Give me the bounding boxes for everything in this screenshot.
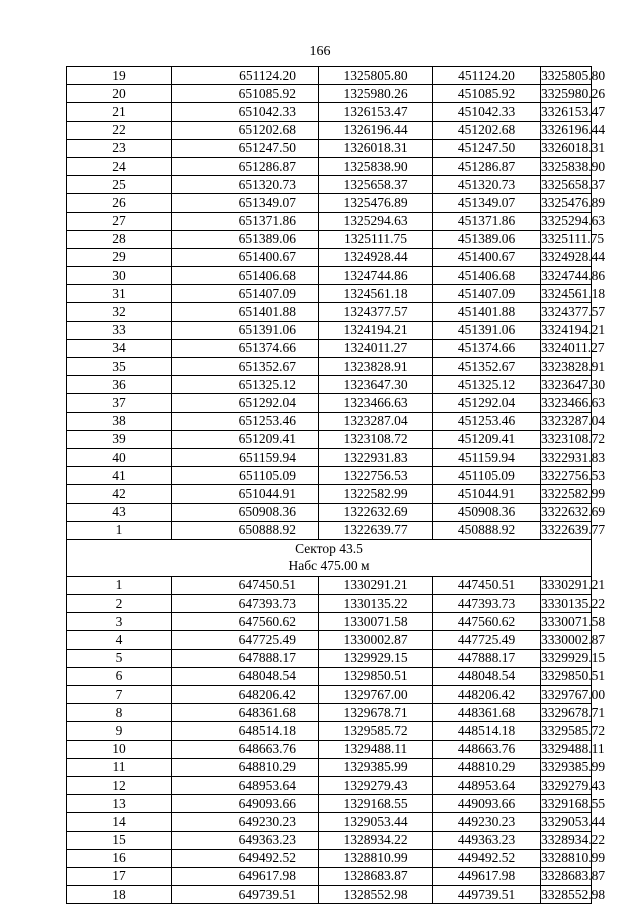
coordinate-cell: 448953.64: [433, 776, 541, 794]
point-number-cell: 31: [67, 285, 172, 303]
coordinate-cell: 3325805.80: [541, 67, 592, 85]
coordinate-cell: 447450.51: [433, 576, 541, 594]
coordinate-cell: 651286.87: [172, 157, 319, 175]
table-row: [67, 613, 592, 631]
coordinate-cell: 1325476.89: [319, 194, 433, 212]
coordinate-cell: 3325476.89: [541, 194, 592, 212]
coordinate-cell: 449739.51: [433, 886, 541, 904]
point-number-cell: 22: [67, 121, 172, 139]
coordinate-cell: 651352.67: [172, 358, 319, 376]
coordinate-cell: 1322931.83: [319, 448, 433, 466]
coordinate-cell: 450888.92: [433, 521, 541, 539]
coordinate-cell: 651371.86: [172, 212, 319, 230]
coordinate-cell: 451374.66: [433, 339, 541, 357]
coordinate-cell: 650888.92: [172, 521, 319, 539]
table-row: [67, 394, 592, 412]
table-row: [67, 358, 592, 376]
table-row: [67, 795, 592, 813]
coordinate-cell: 648810.29: [172, 758, 319, 776]
coordinate-cell: 1324561.18: [319, 285, 433, 303]
coordinate-cell: 651292.04: [172, 394, 319, 412]
coordinate-cell: 449230.23: [433, 813, 541, 831]
coordinate-cell: 3329850.51: [541, 667, 592, 685]
coordinate-cell: 3326153.47: [541, 103, 592, 121]
coordinate-cell: 451320.73: [433, 176, 541, 194]
coordinate-cell: 651202.68: [172, 121, 319, 139]
coordinate-cell: 1329279.43: [319, 776, 433, 794]
sector-title: Сектор 43.5: [295, 541, 363, 557]
coordinate-cell: 448810.29: [433, 758, 541, 776]
table-row: [67, 230, 592, 248]
coordinate-cell: 649617.98: [172, 867, 319, 885]
coordinate-cell: 3328934.22: [541, 831, 592, 849]
coordinate-cell: 3329767.00: [541, 686, 592, 704]
coordinate-cell: 1329678.71: [319, 704, 433, 722]
table-row: [67, 467, 592, 485]
point-number-cell: 4: [67, 631, 172, 649]
table-row: [67, 339, 592, 357]
coordinate-cell: 1323108.72: [319, 430, 433, 448]
table-row: [67, 722, 592, 740]
coordinate-cell: 651349.07: [172, 194, 319, 212]
coordinate-cell: 651325.12: [172, 376, 319, 394]
table-row: [67, 649, 592, 667]
table-row: [67, 886, 592, 904]
coordinate-cell: 1325658.37: [319, 176, 433, 194]
coordinates-table: [66, 66, 606, 904]
point-number-cell: 9: [67, 722, 172, 740]
table-row: [67, 867, 592, 885]
sector-row: [67, 539, 592, 576]
coordinate-cell: 650908.36: [172, 503, 319, 521]
point-number-cell: 30: [67, 267, 172, 285]
point-number-cell: 21: [67, 103, 172, 121]
point-number-cell: 14: [67, 813, 172, 831]
table-row: [67, 430, 592, 448]
coordinate-cell: 451407.09: [433, 285, 541, 303]
table-row: [67, 157, 592, 175]
coordinate-cell: 1324744.86: [319, 267, 433, 285]
coordinate-cell: 451105.09: [433, 467, 541, 485]
coordinate-cell: 3330002.87: [541, 631, 592, 649]
coordinate-cell: 648663.76: [172, 740, 319, 758]
coordinate-cell: 1325838.90: [319, 157, 433, 175]
coordinate-cell: 651247.50: [172, 139, 319, 157]
point-number-cell: 7: [67, 686, 172, 704]
coordinate-cell: 3325111.75: [541, 230, 592, 248]
coordinate-cell: 3328810.99: [541, 849, 592, 867]
point-number-cell: 2: [67, 595, 172, 613]
coordinate-cell: 1328810.99: [319, 849, 433, 867]
point-number-cell: 40: [67, 448, 172, 466]
coordinate-cell: 651044.91: [172, 485, 319, 503]
coordinate-cell: 1324011.27: [319, 339, 433, 357]
coordinate-cell: 3323466.63: [541, 394, 592, 412]
coordinate-cell: 1325805.80: [319, 67, 433, 85]
coordinate-cell: 3330071.58: [541, 613, 592, 631]
point-number-cell: 26: [67, 194, 172, 212]
coordinate-cell: 451124.20: [433, 67, 541, 85]
coordinate-cell: 649230.23: [172, 813, 319, 831]
table-row: [67, 849, 592, 867]
table-row: [67, 813, 592, 831]
coordinate-cell: 647393.73: [172, 595, 319, 613]
coordinate-cell: 451349.07: [433, 194, 541, 212]
sector-header: [67, 539, 592, 576]
coordinate-cell: 451325.12: [433, 376, 541, 394]
coordinate-cell: 3326018.31: [541, 139, 592, 157]
coordinate-cell: 1322639.77: [319, 521, 433, 539]
sector-cell: [67, 539, 592, 576]
coordinate-cell: 1329929.15: [319, 649, 433, 667]
coordinate-cell: 651124.20: [172, 67, 319, 85]
point-number-cell: 34: [67, 339, 172, 357]
coordinate-cell: 451202.68: [433, 121, 541, 139]
coordinate-cell: 3322756.53: [541, 467, 592, 485]
coordinate-cell: 651253.46: [172, 412, 319, 430]
coordinate-cell: 451401.88: [433, 303, 541, 321]
coordinate-cell: 1325980.26: [319, 85, 433, 103]
coordinate-cell: 3325838.90: [541, 157, 592, 175]
point-number-cell: 24: [67, 157, 172, 175]
point-number-cell: 12: [67, 776, 172, 794]
coordinate-cell: 1328683.87: [319, 867, 433, 885]
coordinate-cell: 1328934.22: [319, 831, 433, 849]
coordinate-cell: 3325658.37: [541, 176, 592, 194]
coordinate-cell: 3328552.98: [541, 886, 592, 904]
coordinate-cell: 651400.67: [172, 248, 319, 266]
table-row: [67, 285, 592, 303]
table-row: [67, 704, 592, 722]
coordinate-cell: 447725.49: [433, 631, 541, 649]
coordinate-cell: 451247.50: [433, 139, 541, 157]
coordinate-cell: 3324194.21: [541, 321, 592, 339]
coordinate-cell: 651042.33: [172, 103, 319, 121]
table-row: [67, 376, 592, 394]
coordinate-cell: 451042.33: [433, 103, 541, 121]
coordinate-cell: 648953.64: [172, 776, 319, 794]
coordinate-cell: 451406.68: [433, 267, 541, 285]
coordinate-cell: 449093.66: [433, 795, 541, 813]
coordinate-cell: 3329929.15: [541, 649, 592, 667]
coordinate-cell: 1326153.47: [319, 103, 433, 121]
coordinate-cell: 451371.86: [433, 212, 541, 230]
page-number: 166: [309, 44, 331, 59]
point-number-cell: 17: [67, 867, 172, 885]
coordinate-cell: 448361.68: [433, 704, 541, 722]
coordinate-cell: 1322632.69: [319, 503, 433, 521]
coordinate-cell: 651406.68: [172, 267, 319, 285]
point-number-cell: 41: [67, 467, 172, 485]
table-row: [67, 521, 592, 539]
coordinate-cell: 1330135.22: [319, 595, 433, 613]
coordinate-cell: 648514.18: [172, 722, 319, 740]
table-row: [67, 776, 592, 794]
coordinate-cell: 3329385.99: [541, 758, 592, 776]
coordinate-cell: 647560.62: [172, 613, 319, 631]
coordinate-cell: 648048.54: [172, 667, 319, 685]
point-number-cell: 27: [67, 212, 172, 230]
coordinate-cell: 1323287.04: [319, 412, 433, 430]
coordinate-cell: 447888.17: [433, 649, 541, 667]
coordinate-cell: 1326196.44: [319, 121, 433, 139]
point-number-cell: 6: [67, 667, 172, 685]
coordinate-cell: 651407.09: [172, 285, 319, 303]
table-row: [67, 139, 592, 157]
coordinate-cell: 451159.94: [433, 448, 541, 466]
point-number-cell: 18: [67, 886, 172, 904]
coordinate-cell: 3330135.22: [541, 595, 592, 613]
coordinate-cell: 3324928.44: [541, 248, 592, 266]
coordinate-cell: 1323647.30: [319, 376, 433, 394]
sector-height: Набс 475.00 м: [288, 557, 370, 573]
coordinate-cell: 449492.52: [433, 849, 541, 867]
table-row: [67, 503, 592, 521]
point-number-cell: 43: [67, 503, 172, 521]
coordinate-cell: 1323828.91: [319, 358, 433, 376]
point-number-cell: 16: [67, 849, 172, 867]
coordinate-cell: 651389.06: [172, 230, 319, 248]
coordinate-cell: 451389.06: [433, 230, 541, 248]
coordinate-cell: 647725.49: [172, 631, 319, 649]
coordinate-cell: 1324194.21: [319, 321, 433, 339]
point-number-cell: 42: [67, 485, 172, 503]
coordinate-cell: 451286.87: [433, 157, 541, 175]
coordinate-cell: 651085.92: [172, 85, 319, 103]
point-number-cell: 28: [67, 230, 172, 248]
table-row: [67, 485, 592, 503]
coordinate-cell: 651105.09: [172, 467, 319, 485]
coordinate-cell: 1329053.44: [319, 813, 433, 831]
coordinate-cell: 651391.06: [172, 321, 319, 339]
coordinate-cell: 1328552.98: [319, 886, 433, 904]
coordinate-cell: 448663.76: [433, 740, 541, 758]
point-number-cell: 36: [67, 376, 172, 394]
coordinate-cell: 447393.73: [433, 595, 541, 613]
coordinate-cell: 1330291.21: [319, 576, 433, 594]
coordinate-cell: 451292.04: [433, 394, 541, 412]
coordinate-cell: 1330002.87: [319, 631, 433, 649]
table-row: [67, 831, 592, 849]
coordinate-cell: 3324744.86: [541, 267, 592, 285]
table-row: [67, 667, 592, 685]
point-number-cell: 29: [67, 248, 172, 266]
coordinate-cell: 3324561.18: [541, 285, 592, 303]
coordinate-cell: 647450.51: [172, 576, 319, 594]
coordinate-cell: 451209.41: [433, 430, 541, 448]
point-number-cell: 11: [67, 758, 172, 776]
coordinate-cell: 649739.51: [172, 886, 319, 904]
table-row: [67, 631, 592, 649]
point-number-cell: 37: [67, 394, 172, 412]
coordinate-cell: 1329585.72: [319, 722, 433, 740]
coordinate-cell: 3323647.30: [541, 376, 592, 394]
coordinate-cell: 651374.66: [172, 339, 319, 357]
coordinate-cell: 3323287.04: [541, 412, 592, 430]
point-number-cell: 38: [67, 412, 172, 430]
coordinate-cell: 3324011.27: [541, 339, 592, 357]
coordinate-cell: 451400.67: [433, 248, 541, 266]
coordinate-cell: 449617.98: [433, 867, 541, 885]
coordinate-cell: 3330291.21: [541, 576, 592, 594]
coordinate-cell: 447560.62: [433, 613, 541, 631]
table-row: [67, 412, 592, 430]
coordinate-cell: 3322582.99: [541, 485, 592, 503]
coordinate-cell: 1322756.53: [319, 467, 433, 485]
coordinate-cell: 648206.42: [172, 686, 319, 704]
point-number-cell: 20: [67, 85, 172, 103]
coordinate-cell: 649363.23: [172, 831, 319, 849]
coordinate-cell: 1329850.51: [319, 667, 433, 685]
table-row: [67, 595, 592, 613]
table-row: [67, 303, 592, 321]
coordinate-cell: 448514.18: [433, 722, 541, 740]
coordinate-cell: 450908.36: [433, 503, 541, 521]
table-row: [67, 194, 592, 212]
point-number-cell: 32: [67, 303, 172, 321]
coordinate-cell: 3324377.57: [541, 303, 592, 321]
table-row: [67, 103, 592, 121]
table-row: [67, 67, 592, 85]
coordinate-cell: 3329678.71: [541, 704, 592, 722]
coordinate-cell: 649492.52: [172, 849, 319, 867]
point-number-cell: 23: [67, 139, 172, 157]
point-number-cell: 10: [67, 740, 172, 758]
point-number-cell: 25: [67, 176, 172, 194]
coordinate-cell: 3328683.87: [541, 867, 592, 885]
coordinate-cell: 3323108.72: [541, 430, 592, 448]
table-row: [67, 85, 592, 103]
coordinate-cell: 649093.66: [172, 795, 319, 813]
coordinate-cell: 651159.94: [172, 448, 319, 466]
point-number-cell: 5: [67, 649, 172, 667]
coordinate-cell: 451391.06: [433, 321, 541, 339]
table-row: [67, 758, 592, 776]
table-row: [67, 576, 592, 594]
coordinate-cell: 3322632.69: [541, 503, 592, 521]
table-row: [67, 740, 592, 758]
coordinate-cell: 1324928.44: [319, 248, 433, 266]
coordinate-cell: 451044.91: [433, 485, 541, 503]
table-row: [67, 176, 592, 194]
coordinate-cell: 3329585.72: [541, 722, 592, 740]
point-number-cell: 39: [67, 430, 172, 448]
coordinate-cell: 648361.68: [172, 704, 319, 722]
table-row: [67, 121, 592, 139]
table-body-before-sector: [67, 67, 606, 540]
table-row: [67, 248, 592, 266]
table-row: [67, 267, 592, 285]
point-number-cell: 15: [67, 831, 172, 849]
coordinate-cell: 451253.46: [433, 412, 541, 430]
coordinate-cell: 3322639.77: [541, 521, 592, 539]
point-number-cell: 13: [67, 795, 172, 813]
coordinate-cell: 3325980.26: [541, 85, 592, 103]
coordinate-cell: 3322931.83: [541, 448, 592, 466]
table-body-after-sector: [67, 576, 606, 903]
table-row: [67, 321, 592, 339]
coordinate-cell: 1330071.58: [319, 613, 433, 631]
coordinate-cell: 1325294.63: [319, 212, 433, 230]
coordinate-cell: 451352.67: [433, 358, 541, 376]
point-number-cell: 1: [67, 576, 172, 594]
coordinate-cell: 1324377.57: [319, 303, 433, 321]
coordinate-cell: 3329279.43: [541, 776, 592, 794]
coordinate-cell: 1326018.31: [319, 139, 433, 157]
point-number-cell: 1: [67, 521, 172, 539]
point-number-cell: 35: [67, 358, 172, 376]
coordinate-cell: 1329488.11: [319, 740, 433, 758]
point-number-cell: 19: [67, 67, 172, 85]
point-number-cell: 3: [67, 613, 172, 631]
coordinate-cell: 3329053.44: [541, 813, 592, 831]
coordinate-cell: 449363.23: [433, 831, 541, 849]
coordinate-cell: 3326196.44: [541, 121, 592, 139]
coordinate-cell: 3329488.11: [541, 740, 592, 758]
table-row: [67, 448, 592, 466]
coordinate-cell: 1329385.99: [319, 758, 433, 776]
coordinate-cell: 651209.41: [172, 430, 319, 448]
point-number-cell: 33: [67, 321, 172, 339]
coordinate-cell: 1322582.99: [319, 485, 433, 503]
coordinate-cell: 3329168.55: [541, 795, 592, 813]
coordinate-cell: 651401.88: [172, 303, 319, 321]
point-number-cell: 8: [67, 704, 172, 722]
coordinate-cell: 1323466.63: [319, 394, 433, 412]
coordinate-cell: 451085.92: [433, 85, 541, 103]
coordinate-cell: 448048.54: [433, 667, 541, 685]
coordinate-cell: 1325111.75: [319, 230, 433, 248]
coordinate-cell: 3323828.91: [541, 358, 592, 376]
table-row: [67, 686, 592, 704]
coordinate-cell: 647888.17: [172, 649, 319, 667]
coordinate-cell: 1329767.00: [319, 686, 433, 704]
coordinate-cell: 1329168.55: [319, 795, 433, 813]
coordinate-cell: 3325294.63: [541, 212, 592, 230]
coordinate-cell: 448206.42: [433, 686, 541, 704]
coordinate-cell: 651320.73: [172, 176, 319, 194]
table-row: [67, 212, 592, 230]
